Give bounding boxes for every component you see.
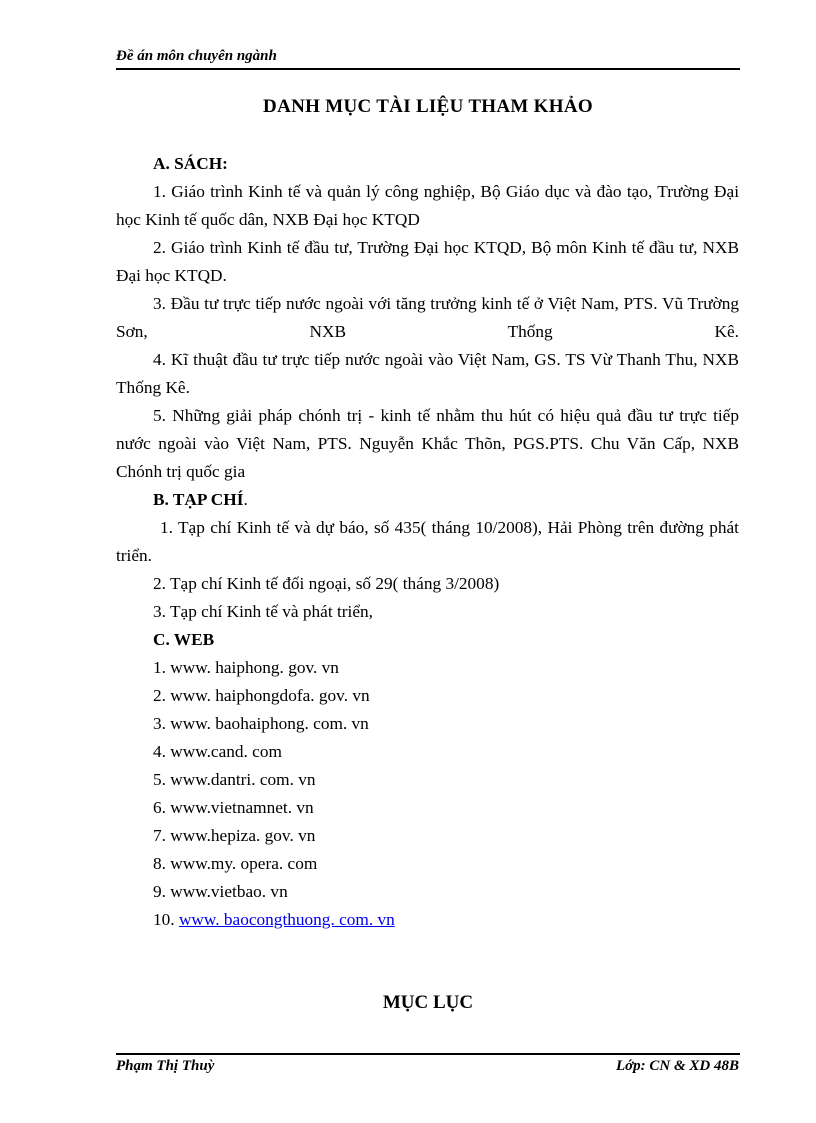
section-b-heading-text: B. TẠP CHÍ (153, 490, 244, 509)
header-divider (116, 68, 740, 70)
web-entry-10-number: 10. (153, 910, 175, 929)
book-entry-2: 2. Giáo trình Kinh tế đầu tư, Trường Đại học KTQD, Bộ môn Kinh tế đầu tư, NXB Đại học KTQD. (116, 238, 739, 285)
web-entry-9: 9. www.vietbao. vn (153, 882, 288, 901)
journal-entry-1: 1. Tạp chí Kinh tế và dự báo, số 435( tháng 10/2008), Hải Phòng trên đường phát triển. (116, 518, 739, 565)
web-entry-6: 6. www.vietnamnet. vn (153, 798, 314, 817)
book-entry-1: 1. Giáo trình Kinh tế và quản lý công nghiệp, Bộ Giáo dục và đào tạo, Trường Đại học Kinh tế quốc dân, NXB Đại học KTQD (116, 182, 739, 229)
footer-divider (116, 1053, 740, 1055)
book-entry-4: 4. Kĩ thuật đầu tư trực tiếp nước ngoài vào Việt Nam, GS. TS Vừ Thanh Thu, NXB Thống Kê. (116, 350, 739, 397)
web-entry-4: 4. www.cand. com (153, 742, 282, 761)
web-entry-7: 7. www.hepiza. gov. vn (153, 826, 316, 845)
web-entry-3: 3. www. baohaiphong. com. vn (153, 714, 369, 733)
reference-list (116, 150, 739, 934)
header-title: Đề án môn chuyên ngành (116, 48, 277, 64)
web-entry-8: 8. www.my. opera. com (153, 854, 318, 873)
baocongthuong-link[interactable]: www. baocongthuong. com. vn (178, 910, 395, 929)
section-b-heading (116, 486, 739, 514)
book-entry-3: 3. Đầu tư trực tiếp nước ngoài với tăng trưởng kinh tế ở Việt Nam, PTS. Vũ Trường Sơn, NXB Thống Kê. (116, 294, 739, 341)
web-entry-1: 1. www. haiphong. gov. vn (153, 658, 339, 677)
footer-class-info: Lớp: CN & XD 48B (615, 1058, 739, 1074)
toc-title: MỤC LỤC (382, 992, 474, 1013)
section-c-heading: C. WEB (153, 630, 215, 649)
web-entry-10 (116, 906, 739, 934)
journal-entry-3: 3. Tạp chí Kinh tế và phát triển, (153, 602, 373, 621)
web-entry-2: 2. www. haiphongdofa. gov. vn (153, 686, 370, 705)
section-a-heading: A. SÁCH: (153, 154, 228, 173)
section-b-heading-suffix: . (243, 490, 248, 509)
web-entry-5: 5. www.dantri. com. vn (153, 770, 316, 789)
footer-author: Phạm Thị Thuỳ (116, 1058, 215, 1074)
journal-entry-2: 2. Tạp chí Kinh tế đối ngoại, số 29( tháng 3/2008) (153, 574, 500, 593)
page-title: DANH MỤC TÀI LIỆU THAM KHẢO (263, 96, 593, 117)
book-entry-5: 5. Những giải pháp chónh trị - kinh tế nhằm thu hút có hiệu quả đầu tư trực tiếp nước ngoài vào Việt Nam, PTS. Nguyễn Khắc Thõn, PGS.PTS. Chu Văn Cấp, NXB Chónh trị quốc gia (116, 406, 739, 481)
